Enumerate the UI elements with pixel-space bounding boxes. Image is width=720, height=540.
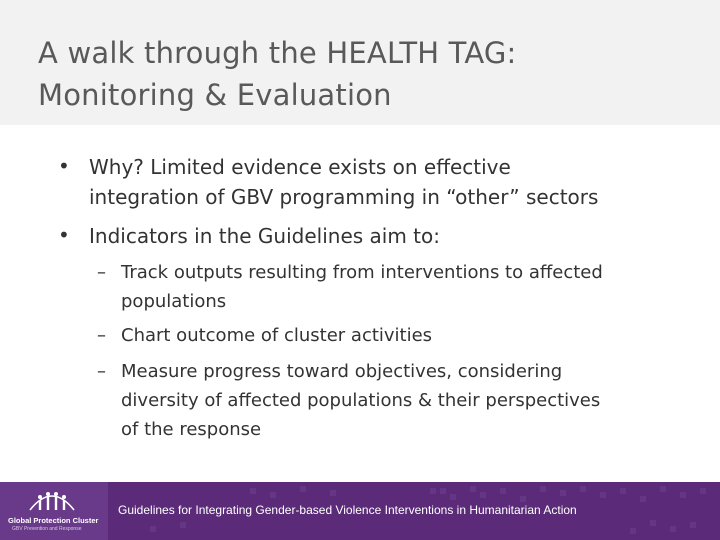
sub-bullet-line: Measure progress toward objectives, considering: [121, 361, 563, 382]
sub-bullet-item: [121, 321, 669, 350]
bullet-item: [89, 221, 649, 251]
bullet-marker: •: [58, 154, 70, 178]
slide-title: [38, 32, 688, 116]
bullet-line: Indicators in the Guidelines aim to:: [89, 224, 440, 248]
slide-title-line-1: A walk through the HEALTH TAG:: [38, 36, 517, 70]
global-protection-cluster-logo: [0, 482, 108, 540]
sub-bullet-item: [121, 258, 669, 316]
sub-bullet-marker: –: [97, 361, 106, 382]
bullet-line: integration of GBV programming in “other” sectors: [89, 185, 599, 209]
title-band: [0, 0, 720, 125]
logo-title: Global Protection Cluster: [8, 516, 99, 525]
sub-bullet-marker: –: [97, 325, 106, 346]
sub-bullet-line: Chart outcome of cluster activities: [121, 325, 433, 346]
bullet-line: Why? Limited evidence exists on effective: [89, 155, 511, 179]
bullet-marker: •: [58, 223, 70, 247]
bullet-item: [89, 152, 649, 212]
slide-title-line-2: Monitoring & Evaluation: [38, 78, 392, 112]
footer-band: [0, 482, 720, 540]
sub-bullet-marker: –: [97, 262, 106, 283]
footer-caption: Guidelines for Integrating Gender-based Violence Interventions in Humanitarian Action: [118, 503, 577, 517]
sub-bullet-item: [121, 357, 669, 444]
sub-bullet-line: Track outputs resulting from interventions to affected: [121, 262, 603, 283]
people-icon: [26, 488, 78, 512]
sub-bullet-line: populations: [121, 291, 227, 312]
logo-subtitle: GBV Prevention and Response: [12, 526, 82, 532]
sub-bullet-line: of the response: [121, 419, 262, 440]
sub-bullet-line: diversity of affected populations & their perspectives: [121, 390, 601, 411]
